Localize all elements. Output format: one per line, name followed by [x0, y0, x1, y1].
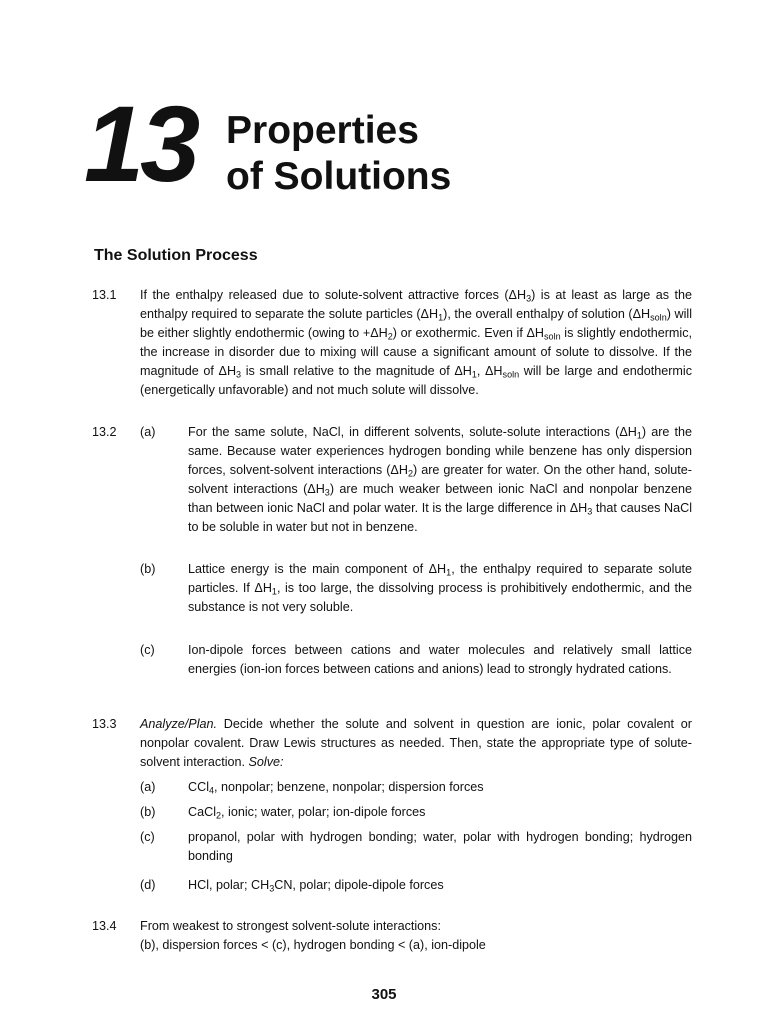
- part-label: (b): [140, 805, 156, 819]
- chapter-title: [226, 108, 451, 200]
- problem-number: 13.2: [92, 425, 117, 439]
- problem-line-2: (b), dispersion forces < (c), hydrogen bonding < (a), ion-dipole: [140, 938, 486, 952]
- part-c: [140, 641, 692, 679]
- part-text: Ion-dipole forces between cations and water molecules and relatively small lattice energies (ion-ion forces between cations and anions) lead to strongly hydrated cations.: [188, 643, 692, 676]
- problem-13-3: [92, 715, 692, 895]
- chapter-number: 13: [84, 83, 197, 204]
- section-heading: The Solution Process: [94, 247, 258, 264]
- part-text: CCl$_4$, nonpolar; benzene, nonpolar; dispersion forces: [188, 780, 484, 796]
- problem-13-1: [92, 286, 692, 400]
- problem-13-4: [92, 917, 692, 955]
- part-d: [140, 876, 692, 895]
- problem-text: [140, 917, 692, 955]
- chapter-title-line1: Properties: [226, 109, 419, 152]
- problem-line-1: From weakest to strongest solvent-solute interactions:: [140, 919, 441, 933]
- part-c: [140, 828, 692, 866]
- part-b: [140, 560, 692, 617]
- part-text: propanol, polar with hydrogen bonding; water, polar with hydrogen bonding; hydrogen bonding: [188, 830, 692, 863]
- problem-13-2-b: [92, 560, 692, 617]
- problem-number: 13.1: [92, 288, 117, 302]
- problem-number: 13.3: [92, 717, 117, 731]
- part-text: For the same solute, NaCl, in different solvents, solute-solute interactions $(\Delta H_1)$ are the same. Because water experiences hydrogen bonding while benzene has only dispersion forces, solvent-solvent interactions $(\Delta H_2)$ are greater for water. On the other hand, solute-solvent interactions $(\Delta H_3)$ are much weaker between ionic NaCl and nonpolar benzene than between ionic NaCl and polar water. It is the large difference in $\Delta H_3$ that causes NaCl to be soluble in water but not in benzene.: [188, 425, 692, 534]
- page-number: 305: [371, 986, 397, 1003]
- problem-13-2-c: [92, 641, 692, 679]
- part-label: (d): [140, 878, 156, 892]
- part-label: (c): [140, 643, 155, 657]
- analyze-plan-label: Analyze/Plan.: [140, 717, 218, 731]
- solve-label: Solve:: [248, 755, 284, 769]
- part-label: (c): [140, 830, 155, 844]
- part-text: HCl, polar; $CH_3CN$, polar; dipole-dipole forces: [188, 878, 444, 894]
- part-b: [140, 803, 692, 822]
- part-text: Lattice energy is the main component of $\Delta H_1$, the enthalpy required to separate solute particles. If $\Delta H_1$, is too large, the dissolving process is prohibitively endothermic, and the substance is not very soluble.: [188, 562, 692, 614]
- problem-text: Analyze/Plan. Decide whether the solute and solvent in question are ionic, polar covalent or nonpolar covalent. Draw Lewis structures as needed. Then, state the appropriate type of solute-solvent interaction. Solve:: [140, 717, 692, 769]
- part-label: (a): [140, 780, 156, 794]
- part-text: CaCl$_2$, ionic; water, polar; ion-dipole forces: [188, 805, 426, 821]
- problem-number: 13.4: [92, 919, 117, 933]
- part-a: [140, 778, 692, 797]
- problem-13-2: [92, 423, 692, 537]
- part-label: (a): [140, 425, 156, 439]
- part-a: [140, 423, 692, 537]
- chapter-title-line2: of Solutions: [226, 155, 452, 198]
- problem-text: If the enthalpy released due to solute-solvent attractive forces $(\Delta H_3)$ is at least as large as the enthalpy required to separate the solute particles $(\Delta H_1)$, the overall enthalpy of solution $(\Delta H_{soln})$ will be either slightly endothermic (owing to $+\Delta H_2$) or exothermic. Even if $\Delta H_{soln}$ is slightly endothermic, the increase in disorder due to mixing will cause a significant amount of solute to dissolve. If the magnitude of $\Delta H_3$ is small relative to the magnitude of $\Delta H_1$, $\Delta H_{soln}$ will be large and endothermic (energetically unfavorable) and not much solute will dissolve.: [140, 288, 693, 397]
- part-label: (b): [140, 562, 156, 576]
